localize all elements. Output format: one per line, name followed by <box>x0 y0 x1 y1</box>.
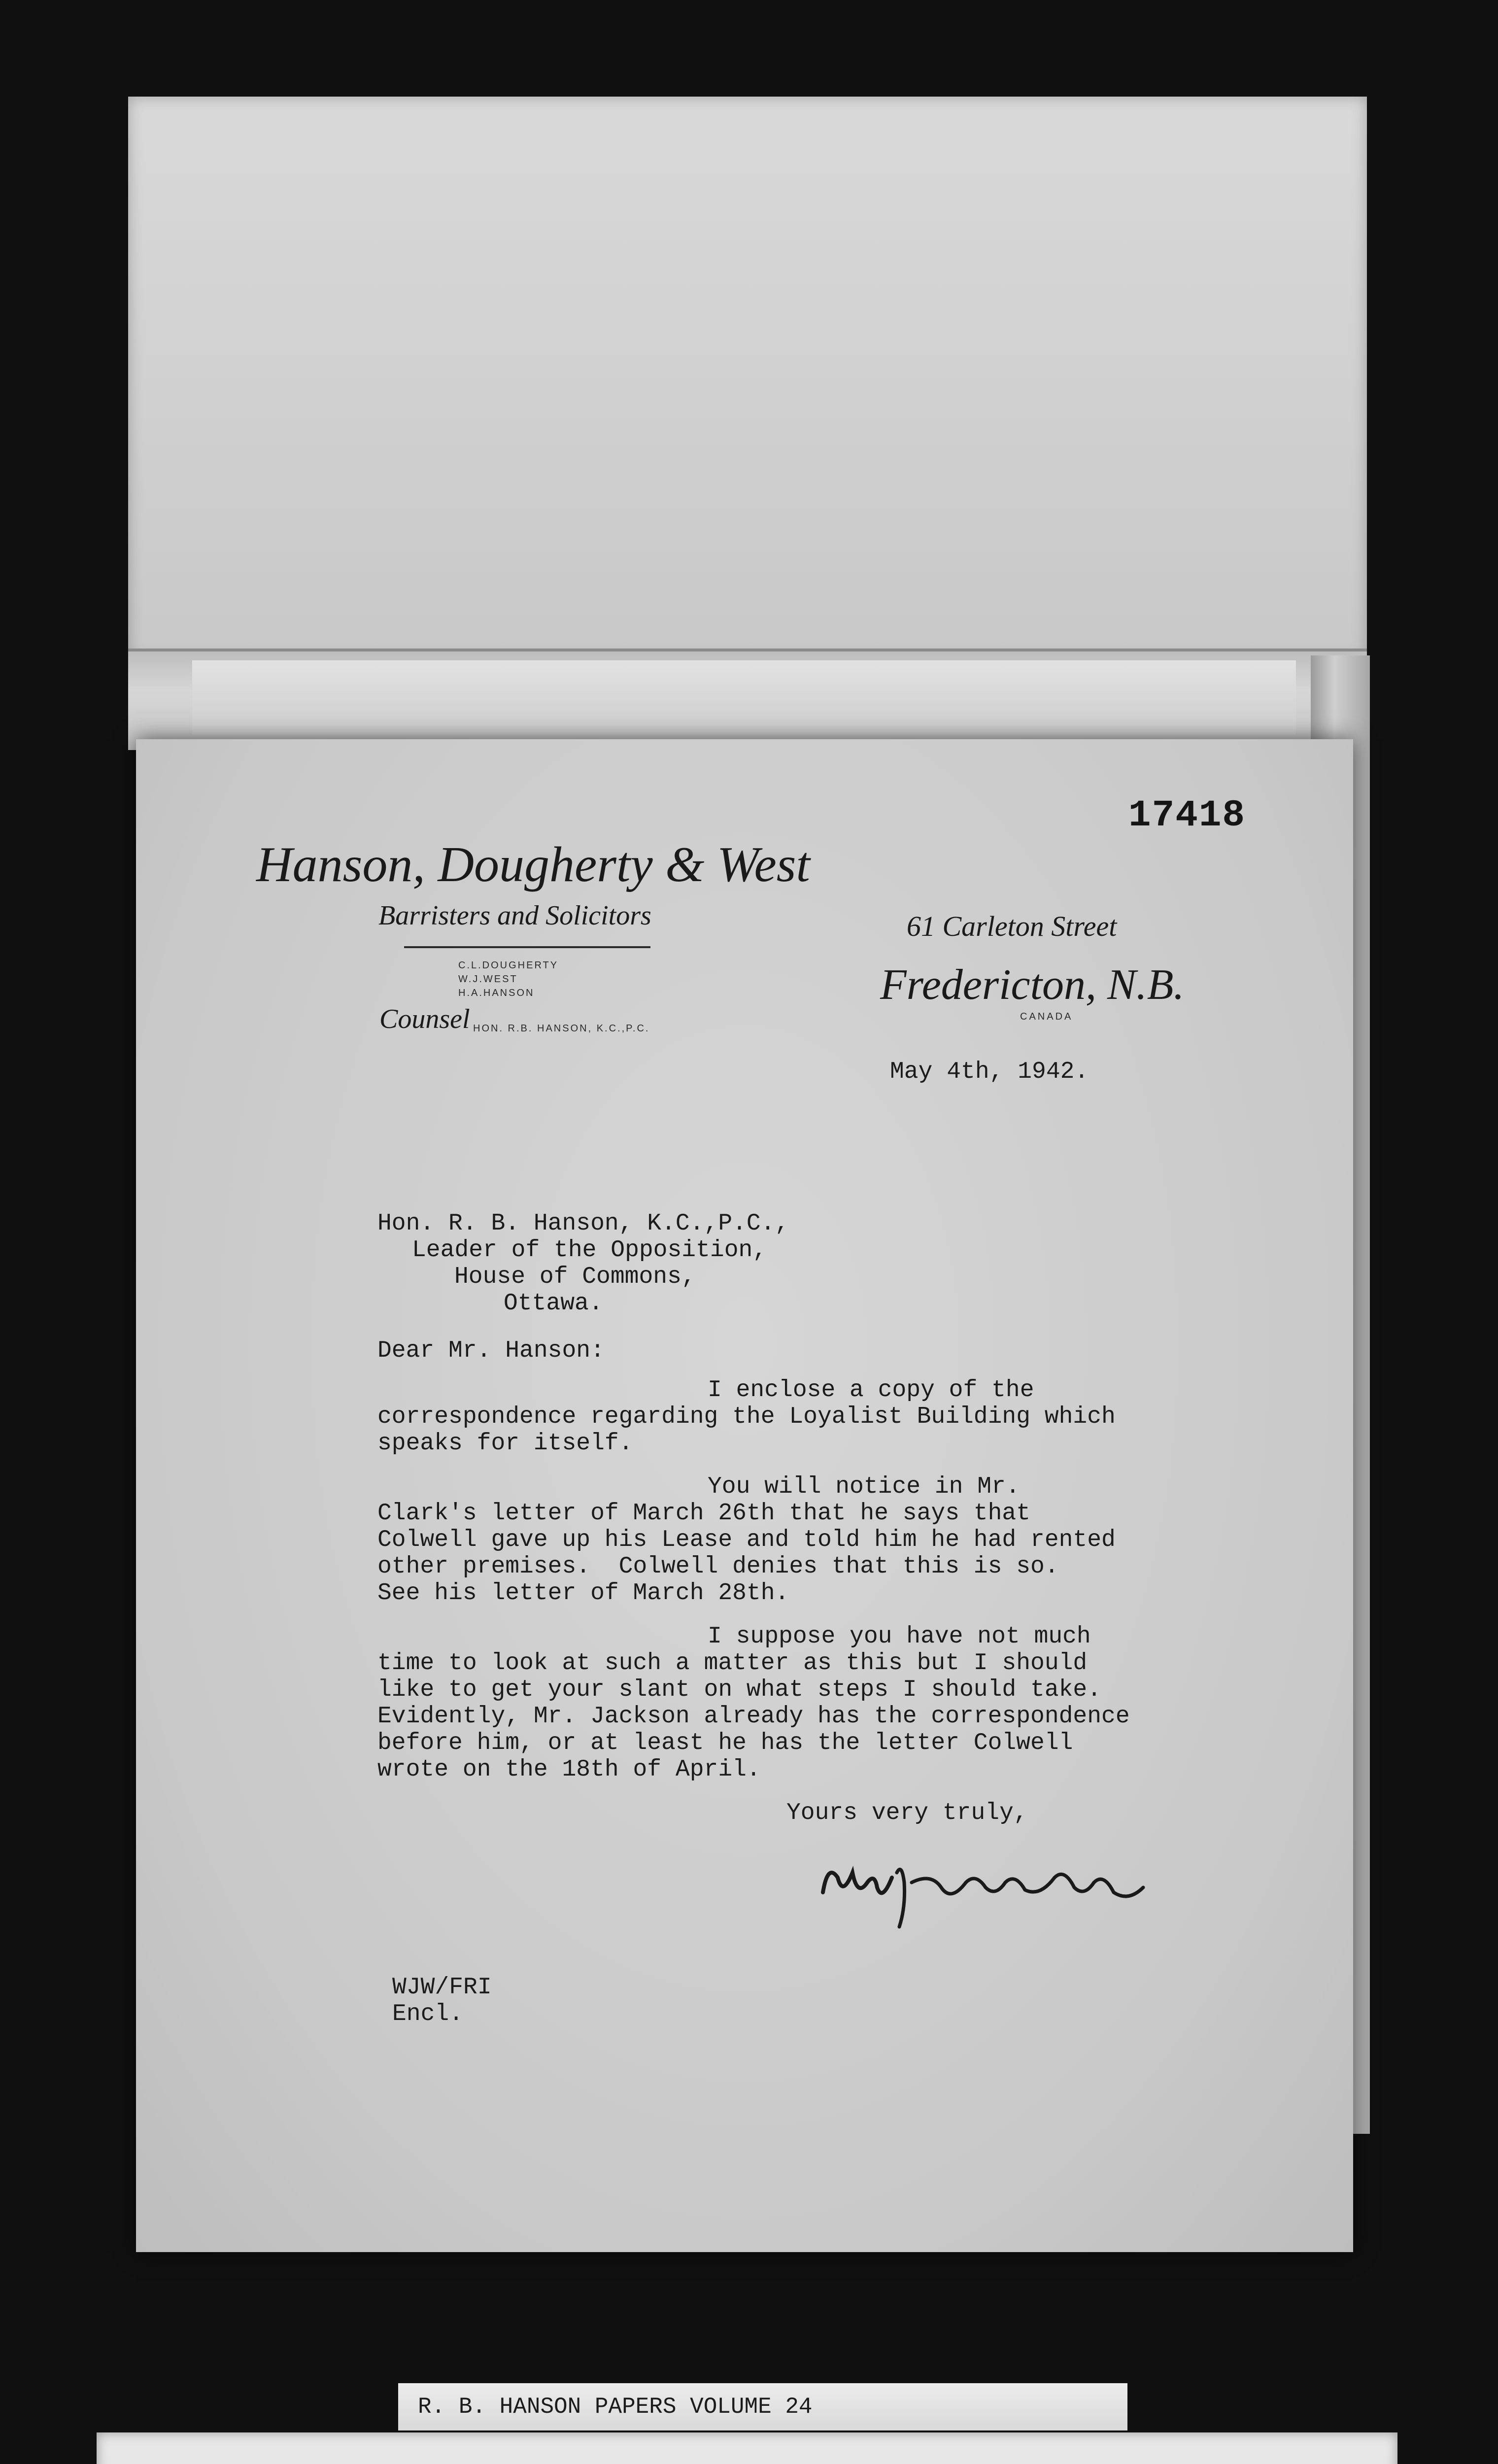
paragraph-line: other premises. Colwell denies that this is so. <box>377 1553 1059 1580</box>
letterhead-firm-name: Hanson, Dougherty & West <box>256 837 810 892</box>
document-number: 17418 <box>1128 794 1246 837</box>
paragraph-line: See his letter of March 28th. <box>377 1580 789 1607</box>
paragraph-line: I suppose you have not much <box>708 1623 1091 1650</box>
closing: Yours very truly, <box>786 1800 1028 1826</box>
paragraph-line: before him, or at least he has the letter Colwell <box>377 1730 1073 1756</box>
letterhead-partner: C.L.DOUGHERTY <box>458 960 559 971</box>
letterhead-partner: W.J.WEST <box>458 974 518 985</box>
recipient-line: Leader of the Opposition, <box>412 1237 767 1264</box>
reference-initials: WJW/FRI <box>392 1974 492 2001</box>
recipient-line: Hon. R. B. Hanson, K.C.,P.C., <box>377 1210 789 1237</box>
paragraph-line: Colwell gave up his Lease and told him he had rented <box>377 1527 1116 1553</box>
archive-card <box>97 2432 1397 2464</box>
letter-date: May 4th, 1942. <box>890 1059 1089 1085</box>
recipient-line: House of Commons, <box>454 1264 696 1290</box>
paragraph-line: Evidently, Mr. Jackson already has the correspondence <box>377 1703 1130 1730</box>
back-sheet <box>128 97 1367 658</box>
paragraph-line: correspondence regarding the Loyalist Building which <box>377 1403 1116 1430</box>
letterhead-counsel-label: Counsel <box>379 1004 470 1034</box>
handwritten-signature <box>818 1843 1163 1932</box>
reference-enclosure: Encl. <box>392 2001 464 2027</box>
letterhead-country: CANADA <box>1020 1011 1073 1022</box>
paragraph-line: like to get your slant on what steps I should take. <box>377 1677 1102 1703</box>
paragraph-line: Clark's letter of March 26th that he says that <box>377 1500 1031 1527</box>
recipient-line: Ottawa. <box>504 1290 603 1317</box>
paragraph-line: time to look at such a matter as this but I should <box>377 1650 1088 1677</box>
letterhead-street: 61 Carleton Street <box>907 910 1117 942</box>
letterhead-rule <box>404 946 650 948</box>
volume-label-strip: R. B. HANSON PAPERS VOLUME 24 <box>398 2383 1127 2430</box>
paragraph-line: speaks for itself. <box>377 1430 633 1457</box>
letterhead-city: Fredericton, N.B. <box>880 961 1185 1009</box>
paragraph-line: You will notice in Mr. <box>708 1473 1020 1500</box>
folded-cover-inner <box>192 660 1296 734</box>
paragraph-line: wrote on the 18th of April. <box>377 1756 761 1783</box>
letterhead-partner: H.A.HANSON <box>458 988 535 998</box>
salutation: Dear Mr. Hanson: <box>377 1337 605 1364</box>
paragraph-line: I enclose a copy of the <box>708 1377 1034 1403</box>
letterhead-counsel-name: HON. R.B. HANSON, K.C.,P.C. <box>473 1023 650 1034</box>
letterhead-tagline: Barristers and Solicitors <box>378 900 651 931</box>
